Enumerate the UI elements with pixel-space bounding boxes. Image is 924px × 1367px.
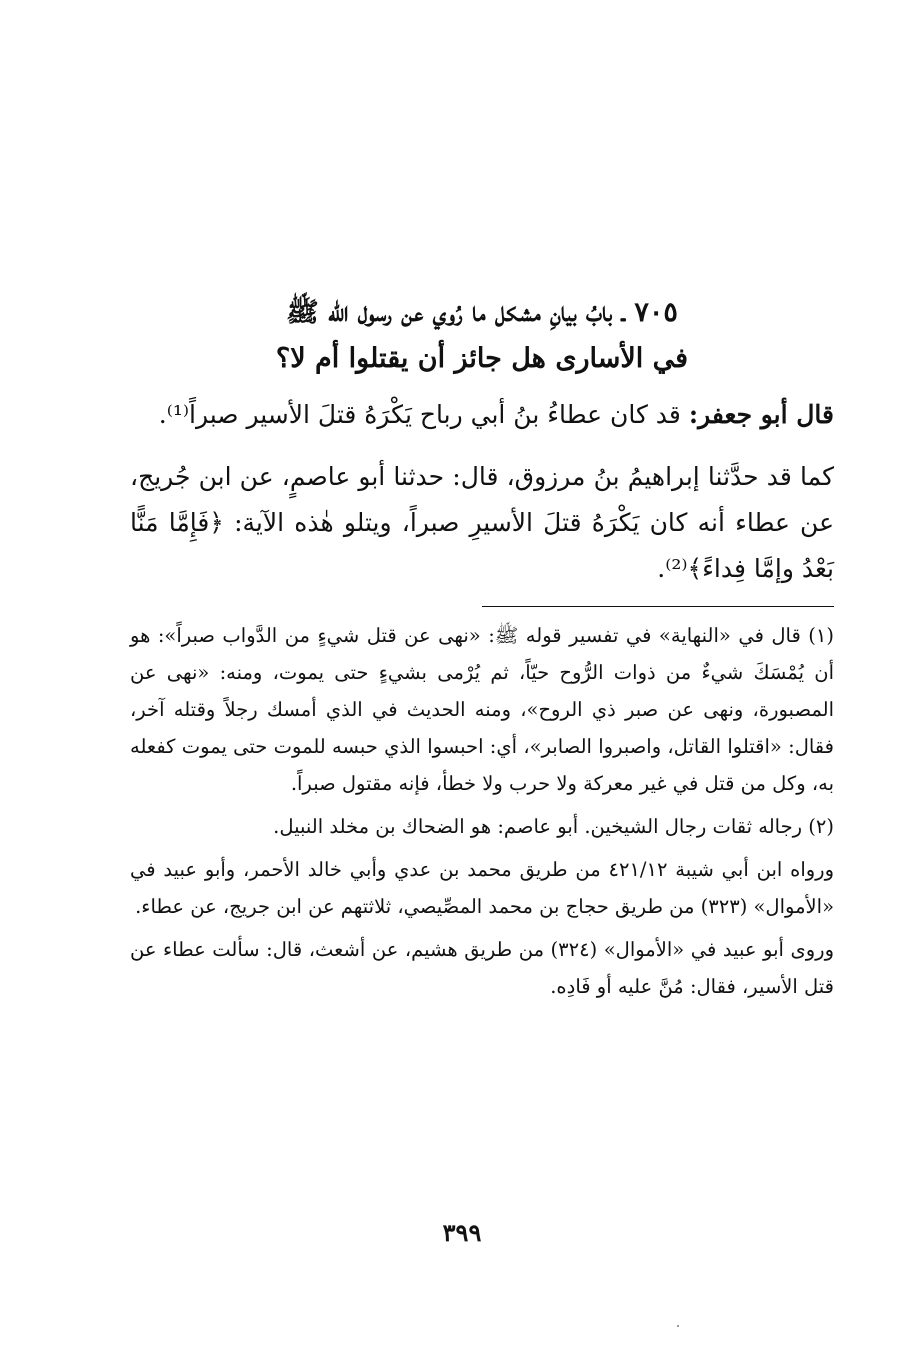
body-paragraph-1-text: قد كان عطاءُ بنُ أبي رباح يَكْرَهُ قتلَ الأسير صبراً⁽¹⁾.: [158, 400, 689, 429]
footnote-1: (١) قال في «النهاية» في تفسير قوله ﷺ: «نهى عن قتل شيءٍ من الدَّواب صبراً»: هو أن يُمْسَكَ شيءٌ من ذوات الرُّوح حيّاً، ثم يُرْمى بشيءٍ حتى يموت، ومنه: «نهى عن المصبورة، ونهى عن صبر ذي الروح»، ومنه الحديث في الذي أمسك رجلاً وقتله آخر، فقال: «اقتلوا القاتل، واصبروا الصابر»، أي: احبسوا الذي حبسه للموت حتى يموت كفعله به، وكل من قتل في غير معركة ولا حرب ولا خطأ، فإنه مقتول صبراً.: [130, 624, 834, 795]
page-content: [130, 290, 834, 1011]
footnote-2-continued-2: وروى أبو عبيد في «الأموال» (٣٢٤) من طريق هشيم، عن أشعث، قال: سألت عطاء عن قتل الأسير، فقال: مُنَّ عليه أو فَادِه.: [130, 938, 834, 998]
chapter-title: [130, 290, 834, 382]
body-paragraph-2: كما قد حدَّثنا إبراهيمُ بنُ مرزوق، قال: حدثنا أبو عاصمٍ، عن ابن جُريج، عن عطاء أنه كان يَكْرَهُ قتلَ الأسيرِ صبراً، ويتلو هٰذه الآية: ﴿فَإِمَّا مَنًّا بَعْدُ وإمَّا فِداءً﴾⁽²⁾.: [130, 462, 834, 583]
chapter-title-line-2: في الأسارى هل جائز أن يقتلوا أم لا؟: [275, 343, 689, 374]
page-number: ٣٩٩: [442, 1218, 482, 1247]
body-paragraph-1: [130, 392, 834, 438]
speaker-lead: قال أبو جعفر:: [688, 400, 834, 429]
footnote-2: (٢) رجاله ثقات رجال الشيخين. أبو عاصم: هو الضحاك بن مخلد النبيل.: [273, 815, 834, 838]
chapter-title-line-1: ٧٠٥ ـ بابُ بيانِ مشكل ما رُوي عن رسول الله ﷺ: [286, 297, 678, 328]
footnote-2-continued: ورواه ابن أبي شيبة ٤٢١/١٢ من طريق محمد بن عدي وأبي خالد الأحمر، وأبو عبيد في «الأموال» (٣٢٣) من طريق حجاج بن محمد المصِّيصي، ثلاثتهم عن ابن جريج، عن عطاء.: [130, 858, 835, 918]
footnote-divider: [482, 606, 834, 607]
scan-speck: [677, 1325, 679, 1327]
